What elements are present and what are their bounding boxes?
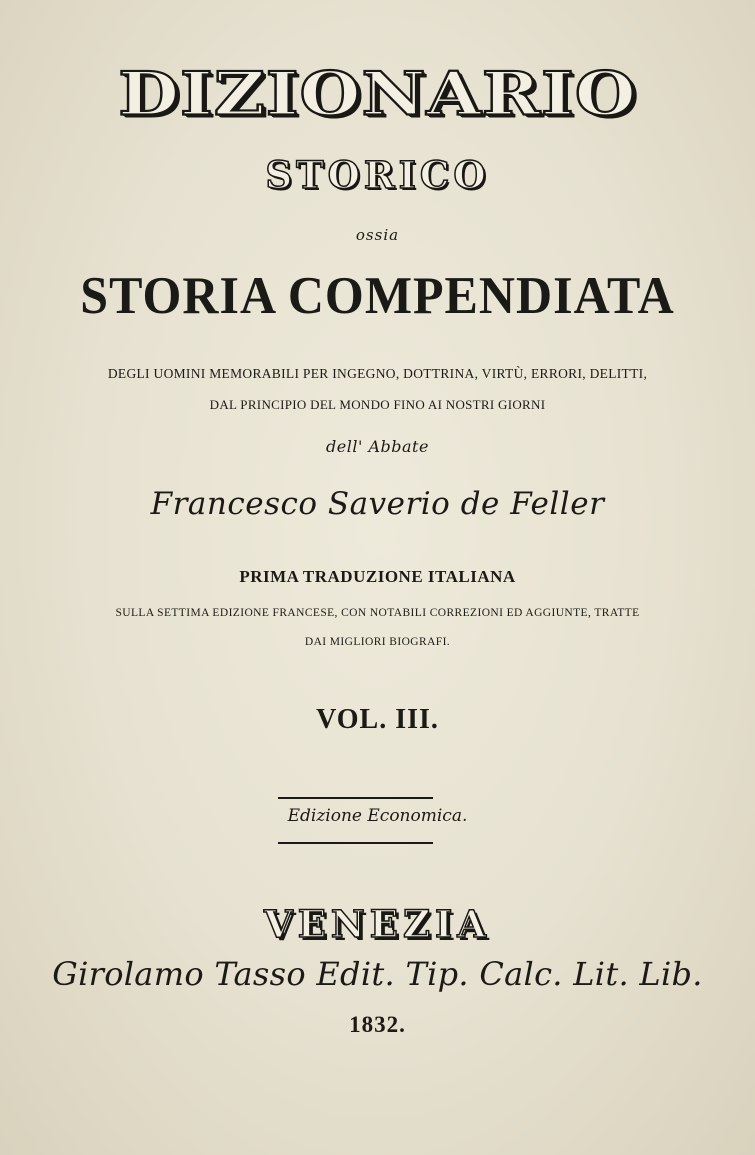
translation-note-line-2: DAI MIGLIORI BIOGRAFI. (304, 636, 451, 648)
publisher-name: Girolamo Tasso Edit. Tip. Calc. Lit. Lib. (52, 955, 703, 993)
city-name: VENEZIA (264, 902, 491, 946)
conjunction-text: ossia (355, 226, 400, 244)
translation-note-line-1: SULLA SETTIMA EDIZIONE FRANCESE, CON NOTABILI CORREZIONI ED AGGIUNTE, TRATTE (115, 607, 640, 619)
author-name: Francesco Saverio de Feller (150, 486, 605, 522)
description-line-2: DAL PRINCIPIO DEL MONDO FINO AI NOSTRI GIORNI (209, 397, 546, 412)
translation-heading: PRIMA TRADUZIONE ITALIANA (239, 567, 516, 586)
volume-number: VOL. III. (316, 704, 439, 735)
bottom-rule-divider (278, 842, 433, 844)
book-subtitle: STORICO (265, 153, 490, 197)
book-title: DIZIONARIO (118, 58, 637, 129)
main-title: STORIA COMPENDIATA (80, 265, 675, 325)
by-line: dell' Abbate (326, 437, 429, 456)
top-rule-divider (278, 797, 433, 799)
description-line-1: DEGLI UOMINI MEMORABILI PER INGEGNO, DOTTRINA, VIRTÙ, ERRORI, DELITTI, (107, 366, 648, 381)
publication-year: 1832. (349, 1012, 406, 1037)
edition-text: Edizione Economica. (287, 806, 468, 826)
